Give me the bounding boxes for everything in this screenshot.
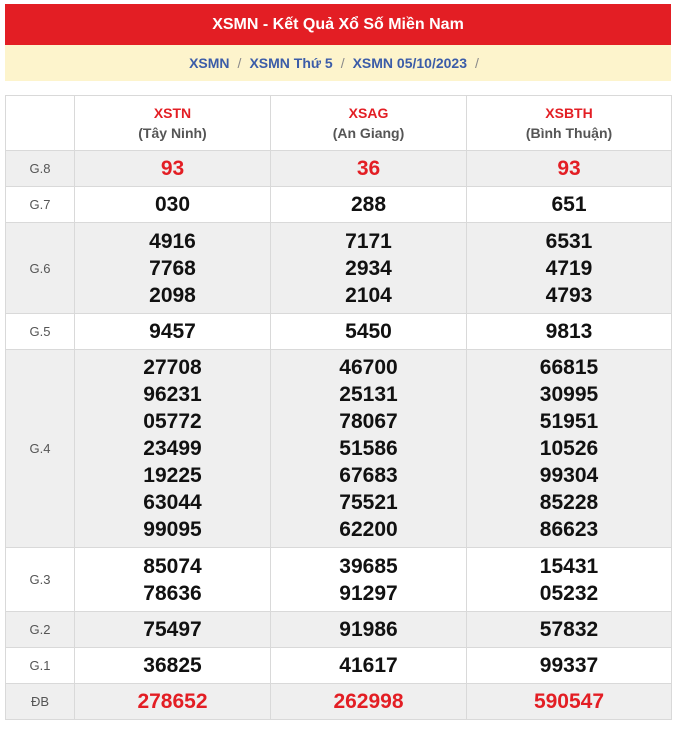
prize-number: 4916 <box>149 229 196 253</box>
prize-number: 4719 <box>545 256 593 280</box>
prize-number: 91297 <box>339 581 398 605</box>
breadcrumb-link-xsmn[interactable]: XSMN <box>189 55 230 71</box>
prize-number: 19225 <box>143 464 202 487</box>
prize-number: 75521 <box>339 491 398 514</box>
prize-number: 6531 <box>545 229 593 253</box>
prize-cell <box>467 548 672 612</box>
prize-number: 96231 <box>143 383 202 406</box>
prize-number: 57832 <box>539 618 599 641</box>
prize-number: 7171 <box>345 229 392 253</box>
prize-number: 27708 <box>143 356 202 379</box>
special-prize-number: 590547 <box>533 690 605 713</box>
corner-cell <box>6 96 75 151</box>
prize-number: 62200 <box>339 518 398 541</box>
province-name: (Bình Thuận) <box>525 125 613 141</box>
prize-cell <box>75 151 271 187</box>
prize-cell <box>271 223 467 314</box>
prize-number: 30995 <box>539 383 599 406</box>
prize-row-g7 <box>6 187 672 223</box>
prize-row-g2 <box>6 612 672 648</box>
prize-number: 23499 <box>143 437 202 460</box>
breadcrumb-separator: / <box>340 55 345 71</box>
prize-row-g1 <box>6 648 672 684</box>
prize-row-special <box>6 684 672 720</box>
prize-number: 2104 <box>345 283 392 307</box>
prize-row-g4 <box>6 350 672 548</box>
prize-number: 85228 <box>539 491 599 514</box>
prize-number: 25131 <box>339 383 398 406</box>
prize-cell <box>271 350 467 548</box>
prize-number: 86623 <box>539 518 599 541</box>
prize-number: 030 <box>154 193 191 216</box>
prize-cell <box>75 548 271 612</box>
prize-cell <box>75 187 271 223</box>
special-prize-number: 262998 <box>333 690 404 713</box>
prize-cell <box>467 684 672 720</box>
prize-cell <box>271 612 467 648</box>
prize-cell <box>467 187 672 223</box>
province-header-an-giang <box>271 96 467 151</box>
prize-number: 93 <box>557 157 581 180</box>
prize-number: 05232 <box>539 581 599 605</box>
prize-number: 91986 <box>339 618 398 641</box>
page-title: XSMN - Kết Quả Xổ Số Miền Nam <box>212 15 464 33</box>
prize-cell <box>467 648 672 684</box>
prize-cell <box>75 612 271 648</box>
prize-number: 2098 <box>149 283 196 307</box>
prize-cell <box>271 548 467 612</box>
prize-number: 39685 <box>339 554 398 578</box>
prize-number: 75497 <box>143 618 202 641</box>
prize-cell <box>271 648 467 684</box>
prize-row-g3 <box>6 548 672 612</box>
prize-cell <box>75 684 271 720</box>
prize-cell <box>467 612 672 648</box>
prize-number: 66815 <box>539 356 599 379</box>
prize-cell <box>75 314 271 350</box>
prize-cell <box>75 223 271 314</box>
prize-number: 93 <box>160 157 185 180</box>
prize-cell <box>75 350 271 548</box>
prize-label: G.7 <box>6 187 75 223</box>
breadcrumb-separator: / <box>237 55 242 71</box>
breadcrumb-link-date[interactable]: XSMN 05/10/2023 <box>352 55 467 71</box>
prize-number: 78067 <box>339 410 398 433</box>
prize-label: G.2 <box>6 612 75 648</box>
prize-number: 51586 <box>339 437 398 460</box>
prize-number: 78636 <box>143 581 202 605</box>
page-header <box>5 4 671 45</box>
province-name: (An Giang) <box>332 125 405 141</box>
breadcrumb-link-xsmn-thu5[interactable]: XSMN Thứ 5 <box>249 55 333 71</box>
prize-number: 36825 <box>143 654 202 677</box>
prize-number: 288 <box>350 193 387 216</box>
prize-cell <box>467 223 672 314</box>
prize-cell <box>467 151 672 187</box>
province-code-link[interactable]: XSTN <box>153 105 192 121</box>
prize-cell <box>271 684 467 720</box>
prize-number: 4793 <box>545 283 593 307</box>
prize-label: G.1 <box>6 648 75 684</box>
prize-number: 9813 <box>545 320 593 343</box>
prize-cell <box>467 350 672 548</box>
prize-label: G.3 <box>6 548 75 612</box>
prize-number: 99304 <box>539 464 599 487</box>
prize-label: G.5 <box>6 314 75 350</box>
prize-number: 2934 <box>345 256 392 280</box>
prize-number: 85074 <box>143 554 202 578</box>
province-header-tay-ninh <box>75 96 271 151</box>
prize-number: 10526 <box>539 437 599 460</box>
prize-number: 99337 <box>539 654 599 677</box>
prize-cell <box>271 187 467 223</box>
prize-cell <box>271 314 467 350</box>
prize-number: 7768 <box>149 256 196 280</box>
prize-number: 15431 <box>539 554 599 578</box>
special-prize-number: 278652 <box>137 690 208 713</box>
prize-row-g8 <box>6 151 672 187</box>
prize-cell <box>75 648 271 684</box>
prize-number: 51951 <box>539 410 599 433</box>
prize-number: 63044 <box>143 491 202 514</box>
province-code-link[interactable]: XSBTH <box>545 105 593 121</box>
prize-label: G.6 <box>6 223 75 314</box>
prize-number: 99095 <box>143 518 202 541</box>
prize-number: 46700 <box>339 356 398 379</box>
prize-number: 5450 <box>345 320 392 343</box>
prize-cell <box>271 151 467 187</box>
prize-number: 651 <box>551 193 587 216</box>
prize-label: G.8 <box>6 151 75 187</box>
prize-row-g6 <box>6 223 672 314</box>
prize-number: 67683 <box>339 464 398 487</box>
results-table <box>5 95 672 720</box>
prize-label: ĐB <box>6 684 75 720</box>
prize-cell <box>467 314 672 350</box>
breadcrumb-separator: / <box>475 55 479 71</box>
prize-number: 05772 <box>143 410 202 433</box>
province-code-link[interactable]: XSAG <box>348 105 389 121</box>
province-name: (Tây Ninh) <box>138 125 207 141</box>
province-header-row <box>6 96 672 151</box>
breadcrumb <box>5 45 671 81</box>
province-header-binh-thuan <box>467 96 672 151</box>
prize-number: 36 <box>356 157 381 180</box>
prize-number: 41617 <box>339 654 398 677</box>
prize-label: G.4 <box>6 350 75 548</box>
prize-number: 9457 <box>149 320 196 343</box>
prize-row-g5 <box>6 314 672 350</box>
